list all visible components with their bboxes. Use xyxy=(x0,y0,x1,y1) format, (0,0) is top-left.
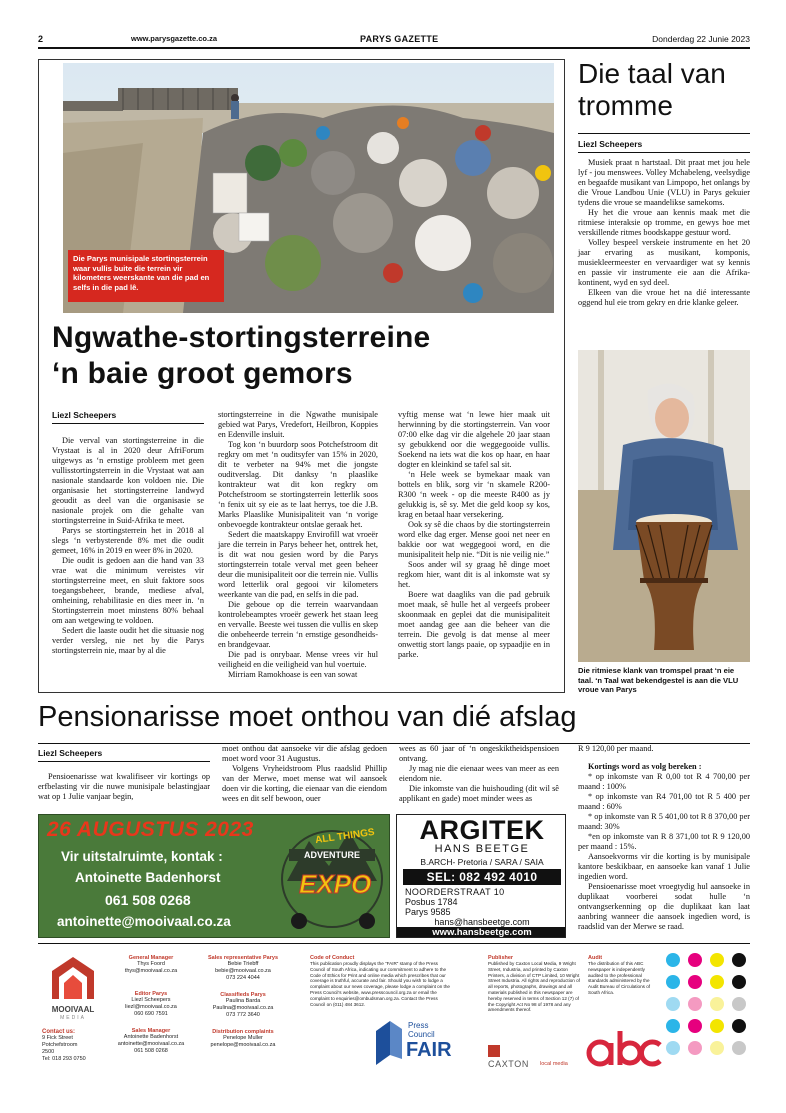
color-swatch xyxy=(688,997,702,1011)
sales-line[interactable]: antoinette@mooivaal.co.za xyxy=(117,1041,185,1047)
press-fair: FAIR xyxy=(406,1039,452,1061)
main-headline-line2: ‘n baie groot gemors xyxy=(52,357,353,390)
main-photo-caption: Die Parys munisipale stortingsterrein waar vullis buite die terrein vir kilometers weerskante van die pad en selfs in die pad lê. xyxy=(68,250,224,302)
color-swatch xyxy=(710,953,724,967)
expo-ad[interactable] xyxy=(38,814,390,938)
argitek-website[interactable]: www.hansbeetge.com xyxy=(397,927,566,938)
contact-line: Tel: 018 293 0750 xyxy=(42,1056,86,1062)
classified-line[interactable]: Paulina@mooivaal.co.za xyxy=(212,1005,274,1011)
color-swatch xyxy=(688,1019,702,1033)
rep-line: 073 224 4044 xyxy=(226,975,260,981)
expo-logo-mid: ADVENTURE xyxy=(289,849,375,861)
paragraph: Die oudit is gedoen aan die hand van 33 vrae wat die minimum vereistes vir stortingsterreine meet, en sluit faktore soos toegangsbeheer, brande, mediese afval, omheining, rehabilitasie en dies meer in. ‘n Stortingsterrein moet minstens 80% behaal om aan wetgewing te voldoen. xyxy=(52,556,204,625)
color-swatch xyxy=(666,997,680,1011)
press-council-logo xyxy=(372,1015,452,1073)
adventure-expo-logo xyxy=(279,821,385,933)
caxton-name: CAXTON xyxy=(488,1059,529,1069)
dist-line[interactable]: penelope@mooivaal.co.za xyxy=(210,1042,276,1048)
mooivaal-logo xyxy=(42,953,104,1023)
expo-logo-bottom: EXPO xyxy=(299,869,372,899)
paragraph: Elkeen van die vroue het na dié interessante oggend hul eie trom gekry en drie klanke geleer. xyxy=(578,288,750,307)
editor-line: Liezl Scheepers xyxy=(131,997,171,1003)
audit-text: The distribution of this ABC newspaper is independently audited to the professional standards administered by the Audit Bureau of Circulations of South Africa. xyxy=(588,961,651,995)
color-swatch xyxy=(666,975,680,989)
code-of-conduct xyxy=(310,955,452,1007)
paragraph: Tog kon ‘n buurdorp soos Potchefstroom dit regkry om met ‘n ouditsyfer van 15% in 2020, dit te verbeter na 94% met die jongste ouditverslag. Dit danksy ‘n plaaslike kontrakteur wat dit kon regkry om Potchefstroom se stortingsterrein letterlik soos ‘n fenix uit sy eie as te laat herrys, toe die J.B. Marks Plaaslike Munisipaliteit van ‘n vorige onbevoegde kontrakteur ontslae geraak het. xyxy=(218,440,378,529)
editor-line: 060 690 7591 xyxy=(134,1011,168,1017)
expo-contact-name: Antoinette Badenhorst xyxy=(75,870,221,885)
argitek-address1: NOORDERSTRAAT 10 xyxy=(405,887,505,897)
paragraph: R 9 120,00 per maand. xyxy=(578,744,654,753)
discounts-title: Kortings word as volg bereken : xyxy=(588,762,702,771)
color-swatch xyxy=(688,953,702,967)
paper-name: PARYS GAZETTE xyxy=(360,34,439,44)
paragraph: Ook sy sê die chaos by die stortingsterrein word elke dag erger. Mense gooi net neer en bakkie oor wat weggegooi word, en die munisipaliteit help nie. “Dit is nie veilig nie.” xyxy=(398,520,550,559)
gm-line: Thys Foord xyxy=(137,961,165,967)
abc-logo xyxy=(586,1025,662,1073)
pension-col2 xyxy=(222,744,387,804)
contact-line: Potchefstroom xyxy=(42,1042,78,1048)
gm-title: General Manager xyxy=(128,955,174,961)
color-swatch xyxy=(710,1041,724,1055)
color-swatch xyxy=(688,1041,702,1055)
color-swatch-grid xyxy=(666,953,750,1073)
main-headline xyxy=(52,320,557,392)
header-rule xyxy=(38,47,750,49)
drum-rule-bottom xyxy=(578,152,750,153)
paragraph: Die verval van stortingsterreine in die Vrystaat is al in 2020 deur AfriForum uitgewys as ‘n ernstige probleem met geen vullisstortingsterrein in die Vrystaat wat aan nasionale standaarde kon voldoen nie. Die organisasie het stortingsterreine landwyd geoudit as deel van die organisasie se nasionale projek om die gehalte van stortingsterreine in Suid-Afrika te meet. xyxy=(52,436,204,525)
pension-col1 xyxy=(38,772,210,802)
color-swatch xyxy=(710,1019,724,1033)
contact-block xyxy=(42,1029,104,1063)
paragraph: Sedert die laaste oudit het die situasie nog verder versleg, nie net by die Parys stortingsterrein nie, maar by al die xyxy=(52,626,204,655)
page-number: 2 xyxy=(38,34,44,44)
paragraph: ‘n Hele week se bymekaar maak van bottels en blik, sorg vir ‘n skamele R200-R300 ‘n week - op die meeste R400 as jy gelukkig is, sê sy. Met die geld koop sy kos, krag en betaal haar versekering. xyxy=(398,470,550,519)
publisher-block xyxy=(488,955,583,1013)
gm-line[interactable]: thys@mooivaal.co.za xyxy=(124,968,178,974)
main-story-col3 xyxy=(398,410,550,660)
main-story-col1 xyxy=(52,436,204,656)
main-byline: Liezl Scheepers xyxy=(52,410,117,420)
conduct-title: Code of Conduct xyxy=(310,955,355,961)
caxton-logo xyxy=(488,1045,583,1073)
drum-byline: Liezl Scheepers xyxy=(578,139,643,149)
caxton-sub: local media xyxy=(540,1061,568,1067)
color-swatch xyxy=(732,997,746,1011)
sales-line: Antoinette Badenhorst xyxy=(123,1034,179,1040)
argitek-subtitle: HANS BEETGE xyxy=(434,843,530,855)
expo-email[interactable]: antoinette@mooivaal.co.za xyxy=(57,914,231,929)
contact-title: Contact us: xyxy=(42,1029,75,1035)
paragraph: Die pad is onrybaar. Mense vrees vir hul veiligheid en die veiligheid van hul voertuie. xyxy=(218,650,378,669)
dist-title: Distribution complaints xyxy=(212,1029,274,1035)
issue-date: Donderdag 22 Junie 2023 xyxy=(652,34,750,44)
argitek-email[interactable]: hans@hansbeetge.com xyxy=(434,917,530,927)
paragraph: Mirriam Ramokhoase is een van sowat xyxy=(228,670,358,679)
press-mid: Council xyxy=(408,1030,435,1039)
color-swatch xyxy=(710,975,724,989)
expo-logo-top: ALL THINGS xyxy=(314,826,376,847)
paragraph: vyftig mense wat ‘n lewe hier maak uit herwinning by die stortingsterrein. Van voor 07:00 elke dag vir die algehele 20 jaar staan sy gebukkend oor die weggegooide vullis. Soekend na iets wat die kos op haar, en haar dogter en kleinkind se tafel sal sit. xyxy=(398,410,550,469)
color-swatch xyxy=(732,953,746,967)
paragraph: Die geboue op die terrein waarvandaan kontrolebeamptes vroeër gewerk het staan leeg en vervalle. Beeste wei tussen die vullis en skep die onbeheerde terrein ‘n ernstige gesondheids- en brandgevaar. xyxy=(218,600,378,649)
expo-date: 26 AUGUSTUS 2023 xyxy=(47,818,254,841)
argitek-qualifications: B.ARCH- Pretoria / SARA / SAIA xyxy=(420,857,544,867)
byline-rule xyxy=(52,423,204,424)
classified-line: 073 772 3640 xyxy=(226,1012,260,1018)
discount-item: * op inkomste van R 0,00 tot R 4 700,00 per maand : 100% xyxy=(578,772,750,791)
logo-text: MOOIVAAL xyxy=(51,1005,95,1014)
drum-photo xyxy=(578,350,750,662)
expo-phone[interactable]: 061 508 0268 xyxy=(105,892,191,908)
main-story-col2 xyxy=(218,410,378,680)
dist-line: Penelope Muller xyxy=(223,1035,263,1041)
caxton-mark xyxy=(488,1045,500,1057)
paragraph: Musiek praat n hartstaal. Dit praat met jou hele lyf - jou menswees. Volley Mchabeleng, veelsydige en begaafde musikant van Limpopo, het onlangs by die Vroue Landbou Unie (VLU) in Parys gekuier tydens die vroue se maandelikse samekoms. xyxy=(578,158,750,207)
color-swatch xyxy=(732,975,746,989)
logo-sub: MEDIA xyxy=(60,1015,86,1021)
drum-headline-line2: tromme xyxy=(578,90,673,121)
rep-line[interactable]: bebie@mooivaal.co.za xyxy=(215,968,271,974)
drum-headline xyxy=(578,58,750,122)
footer-rule xyxy=(38,943,750,944)
paragraph: Volgens Vryheidstroom Plus raadslid Phillip van der Merwe, moet mense wat wil aansoek doen vir die korting, die eienaar van die eiendom wees en dit self bewoon, ouer xyxy=(222,764,387,803)
color-swatch xyxy=(666,953,680,967)
paragraph: Hy het die vroue aan kennis maak met die ritmiese interaksie op tromme, en gewys hoe met verskillende ritmes boodskappe gestuur word. xyxy=(578,208,750,237)
conduct-text: This publication proudly displays the “FAIR” stamp of the Press Council of South Africa, indicating our commitment to adhere to the Code of Ethics for Print and online media which prescribes that our coverage is truthful, accurate and fair. Should you wish to lodge a complaint about our news coverage, please lodge a complaint on the Press Council’s website, www.presscouncil.org.za or email the complaint to enquiries@ombudsman.org.za. Contact the Press Council on (011) 484 3612. xyxy=(310,961,450,1007)
argitek-phone[interactable]: SEL: 082 492 4010 xyxy=(403,869,561,885)
pension-rule-bottom xyxy=(38,761,210,762)
discount-item: *en op inkomste van R 8 371,00 tot R 9 120,00 per maand : 15%. xyxy=(578,832,750,851)
contact-line: 9 Fick Street xyxy=(42,1035,73,1041)
drum-headline-line1: Die taal van xyxy=(578,58,726,89)
argitek-address2: Posbus 1784 xyxy=(405,897,458,907)
paragraph: Soos ander wil sy graag hê dinge moet regkom hier, want dit is al inkomste wat sy het. xyxy=(398,560,550,589)
rep-title: Sales representative Parys xyxy=(207,955,279,961)
paragraph: Aansoekvorms vir die korting is by munisipale kantore beskikbaar, en aansoeke kan vanaf 1 Julie ingedien word. xyxy=(578,852,750,881)
color-swatch xyxy=(732,1019,746,1033)
color-swatch xyxy=(666,1019,680,1033)
paragraph: Boere wat daagliks van die pad gebruik moet maak, sê hulle het al vergeefs probeer skoonmaak en geplei dat die munisipaliteit moet aandag gee aan die beheer van die terrein. Die gevolg is dat mense al meer onwettig stort langs paaie, op sypaadjie en in parke. xyxy=(398,590,550,659)
argitek-address3: Parys 9585 xyxy=(405,907,451,917)
color-swatch xyxy=(732,1041,746,1055)
discount-item: * op inkomste van R4 701,00 tot R 5 400 per maand : 60% xyxy=(578,792,750,811)
paragraph: Parys se stortingsterrein het in 2018 al slegs ‘n verbysterende 8% met die oudit gemeet, 16% in 2019 en weer 8% in 2020. xyxy=(52,526,204,555)
drum-photo-caption: Die ritmiese klank van tromspel praat ‘n eie taal. ‘n Taal wat bekendgestel is aan die VLU vroue van Parys xyxy=(578,666,739,694)
drum-story-body xyxy=(578,158,750,308)
paragraph: stortingsterreine in die Ngwathe munisipale gebied wat Parys, Vredefort, Heilbron, Koppies en Edenville insluit. xyxy=(218,410,378,439)
pension-headline: Pensionarisse moet onthou van dié afslag xyxy=(38,701,577,733)
classified-line: Paulina Barda xyxy=(225,998,261,1004)
pension-col3 xyxy=(399,744,559,804)
classified-title: Classifieds Parys xyxy=(220,992,266,998)
publisher-text: Published by Caxton Local Media, 9 Wright Street, Industria, and printed by Caxton Printers, a division of CTP Limited, 10 Wright Street Industria. All rights and reproduction of all reports, photographs, drawings and all materials published in this newspaper are hereby reserved in terms of Section 12 (7) of the Copyright Act No 98 of 1978 and any amendments thereof. xyxy=(488,961,580,1013)
argitek-ad[interactable] xyxy=(396,814,566,938)
argitek-title: ARGITEK xyxy=(419,815,545,845)
sales-title: Sales Manager xyxy=(131,1028,171,1034)
contact-line: 2500 xyxy=(42,1049,55,1055)
color-swatch xyxy=(666,1041,680,1055)
audit-block xyxy=(588,955,660,996)
paragraph: Die inkomste van die huishouding (dit wil sê applikant en gade) moet minder wees as xyxy=(399,784,559,803)
publisher-title: Publisher xyxy=(488,955,514,961)
drum-rule-top xyxy=(578,133,750,134)
color-swatch xyxy=(688,975,702,989)
pension-col4 xyxy=(578,744,750,932)
main-headline-line1: Ngwathe-stortingsterreine xyxy=(52,321,431,354)
press-top: Press xyxy=(408,1021,429,1030)
paragraph: moet onthou dat aansoeke vir die afslag gedoen moet word voor 31 Augustus. xyxy=(222,744,387,763)
discount-item: * op inkomste van R 5 401,00 tot R 8 370,00 per maand: 30% xyxy=(578,812,751,831)
footer-masthead xyxy=(38,945,750,1077)
paragraph: Sedert die maatskappy Envirofill wat vroeër jare die terrein in Parys beheer het, onttrek het, is dit wat nou gesien word by die Parys stortingsterrein totale verval met geen beheer deur die munisipaliteit oor die terrein nie. Vullis word letterlik oral gegooi vir kilometers weerkante van die pad, en selfs in die pad. xyxy=(218,530,378,599)
staff-col1 xyxy=(108,955,194,1055)
page-header xyxy=(38,30,750,48)
editor-line[interactable]: liezl@mooivaal.co.za xyxy=(125,1004,177,1010)
staff-col2 xyxy=(198,955,288,1049)
paragraph: Jy mag nie die eienaar wees van meer as een eiendom nie. xyxy=(399,764,559,783)
rep-line: Bebie Triebff xyxy=(227,961,259,967)
paragraph: Pensioenarisse wat kwalifiseer vir kortings op erfbelasting vir die nuwe munisipale belastingjaar wat op 1 Julie vanjaar begin, xyxy=(38,772,210,801)
paragraph: Pensioenarisse moet vroegtydig hul aansoeke in duplikaat voorberei sodat hulle ‘n ontvangserkenning op die duplikaat kan laat aanbring wanneer die aansoek ingedien word, is raadslid van der Merwe se raad. xyxy=(578,882,750,931)
audit-title: Audit xyxy=(588,955,603,961)
expo-contact-line: Vir uitstalruimte, kontak : xyxy=(61,849,223,864)
pension-byline: Liezl Scheepers xyxy=(38,748,103,758)
paragraph: Volley bespeel verskeie instrumente en het 20 jaar ervaring as musikant, komponis, musiekleermeester en vervaardiger wat sy kennis en passie vir instrumente eie aan die Afrika-kontinent, wyd en syd deel. xyxy=(578,238,750,287)
sales-line: 061 508 0268 xyxy=(134,1048,168,1054)
paragraph: wees as 60 jaar of ‘n ongeskiktheidspensioen ontvang. xyxy=(399,744,559,763)
color-swatch xyxy=(710,997,724,1011)
editor-title: Editor Parys xyxy=(134,991,168,997)
website-url[interactable]: www.parysgazette.co.za xyxy=(131,34,218,43)
